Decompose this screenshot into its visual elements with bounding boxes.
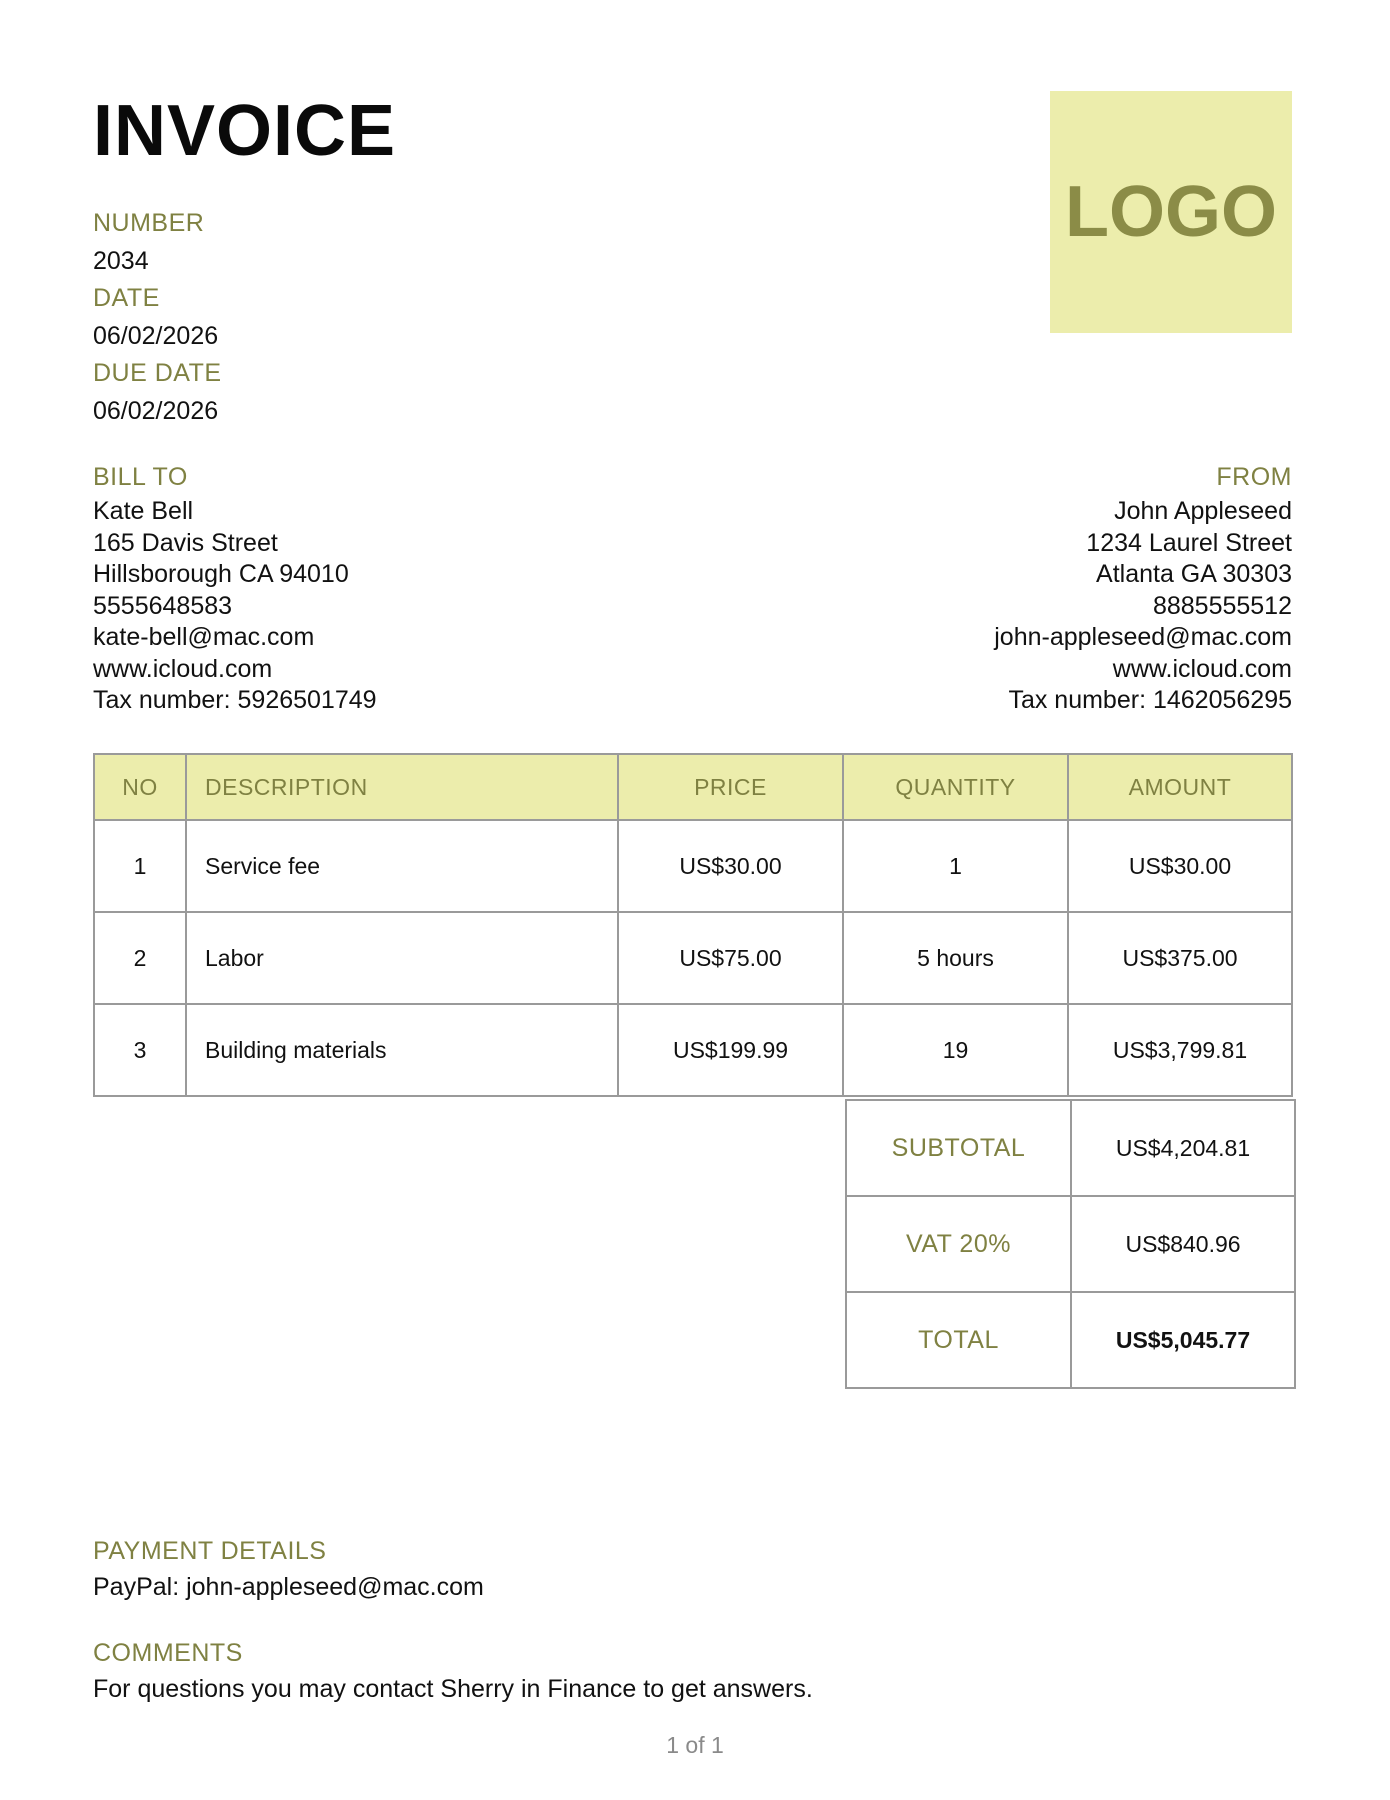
bill-to-phone[interactable]: 5555648583 [93, 591, 233, 620]
from-name[interactable]: John Appleseed [1114, 497, 1292, 525]
vat-label: VAT 20% [846, 1196, 1071, 1292]
payment-details-value[interactable]: PayPal: john-appleseed@mac.com [93, 1573, 484, 1601]
subtotal-row [846, 1100, 1295, 1196]
line-items-table [93, 753, 1293, 1097]
table-row [94, 1004, 1292, 1096]
from-city[interactable]: Atlanta GA 30303 [1096, 560, 1292, 588]
from-website[interactable]: www.icloud.com [1112, 654, 1292, 683]
invoice-number[interactable]: 2034 [93, 247, 149, 275]
bill-to-block [93, 458, 377, 717]
row-description[interactable]: Service fee [186, 820, 618, 912]
invoice-title: INVOICE [93, 91, 397, 171]
row-no[interactable]: 2 [94, 912, 186, 1004]
bill-to-website[interactable]: www.icloud.com [93, 654, 273, 683]
row-quantity[interactable]: 5 hours [843, 912, 1068, 1004]
total-label: TOTAL [846, 1292, 1071, 1388]
from-phone[interactable]: 8885555512 [1152, 591, 1292, 620]
row-price[interactable]: US$30.00 [618, 820, 843, 912]
bill-to-city[interactable]: Hillsborough CA 94010 [93, 560, 349, 588]
number-label: NUMBER [93, 209, 205, 237]
row-amount[interactable]: US$3,799.81 [1068, 1004, 1292, 1096]
total-row [846, 1292, 1295, 1388]
header-quantity: QUANTITY [843, 754, 1068, 820]
payment-details-label: PAYMENT DETAILS [93, 1537, 327, 1565]
header-description: DESCRIPTION [186, 754, 618, 820]
page-indicator: 1 of 1 [666, 1732, 724, 1758]
row-description[interactable]: Labor [186, 912, 618, 1004]
logo-text: LOGO [1065, 172, 1277, 252]
table-row [94, 820, 1292, 912]
comments-value[interactable]: For questions you may contact Sherry in Finance to get answers. [93, 1675, 813, 1703]
row-no[interactable]: 3 [94, 1004, 186, 1096]
total-value[interactable]: US$5,045.77 [1071, 1292, 1295, 1388]
subtotal-value[interactable]: US$4,204.81 [1071, 1100, 1295, 1196]
header-amount: AMOUNT [1068, 754, 1292, 820]
subtotal-label: SUBTOTAL [846, 1100, 1071, 1196]
bill-to-name[interactable]: Kate Bell [93, 497, 194, 525]
row-no[interactable]: 1 [94, 820, 186, 912]
from-email[interactable]: john-appleseed@mac.com [994, 623, 1292, 651]
invoice-meta [93, 205, 222, 430]
table-header-row [94, 754, 1292, 820]
comments-block [93, 1634, 813, 1706]
header-no: NO [94, 754, 186, 820]
bill-to-email[interactable]: kate-bell@mac.com [93, 623, 315, 651]
vat-value[interactable]: US$840.96 [1071, 1196, 1295, 1292]
row-price[interactable]: US$75.00 [618, 912, 843, 1004]
bill-to-tax-number[interactable]: Tax number: 5926501749 [93, 686, 377, 714]
due-date-label: DUE DATE [93, 359, 222, 387]
vat-row [846, 1196, 1295, 1292]
row-description[interactable]: Building materials [186, 1004, 618, 1096]
logo-placeholder[interactable] [1050, 91, 1292, 333]
comments-label: COMMENTS [93, 1639, 243, 1667]
row-quantity[interactable]: 19 [843, 1004, 1068, 1096]
from-label: FROM [1216, 463, 1292, 491]
bill-to-street[interactable]: 165 Davis Street [93, 528, 278, 557]
from-block [994, 458, 1292, 717]
from-tax-number[interactable]: Tax number: 1462056295 [1008, 686, 1292, 714]
payment-details-block [93, 1532, 484, 1604]
table-row [94, 912, 1292, 1004]
totals-table [845, 1099, 1296, 1389]
row-amount[interactable]: US$375.00 [1068, 912, 1292, 1004]
header-price: PRICE [618, 754, 843, 820]
row-price[interactable]: US$199.99 [618, 1004, 843, 1096]
date-label: DATE [93, 284, 160, 312]
row-amount[interactable]: US$30.00 [1068, 820, 1292, 912]
row-quantity[interactable]: 1 [843, 820, 1068, 912]
from-street[interactable]: 1234 Laurel Street [1086, 528, 1292, 557]
invoice-date[interactable]: 06/02/2026 [93, 322, 219, 350]
invoice-due-date[interactable]: 06/02/2026 [93, 397, 219, 425]
bill-to-label: BILL TO [93, 463, 188, 491]
